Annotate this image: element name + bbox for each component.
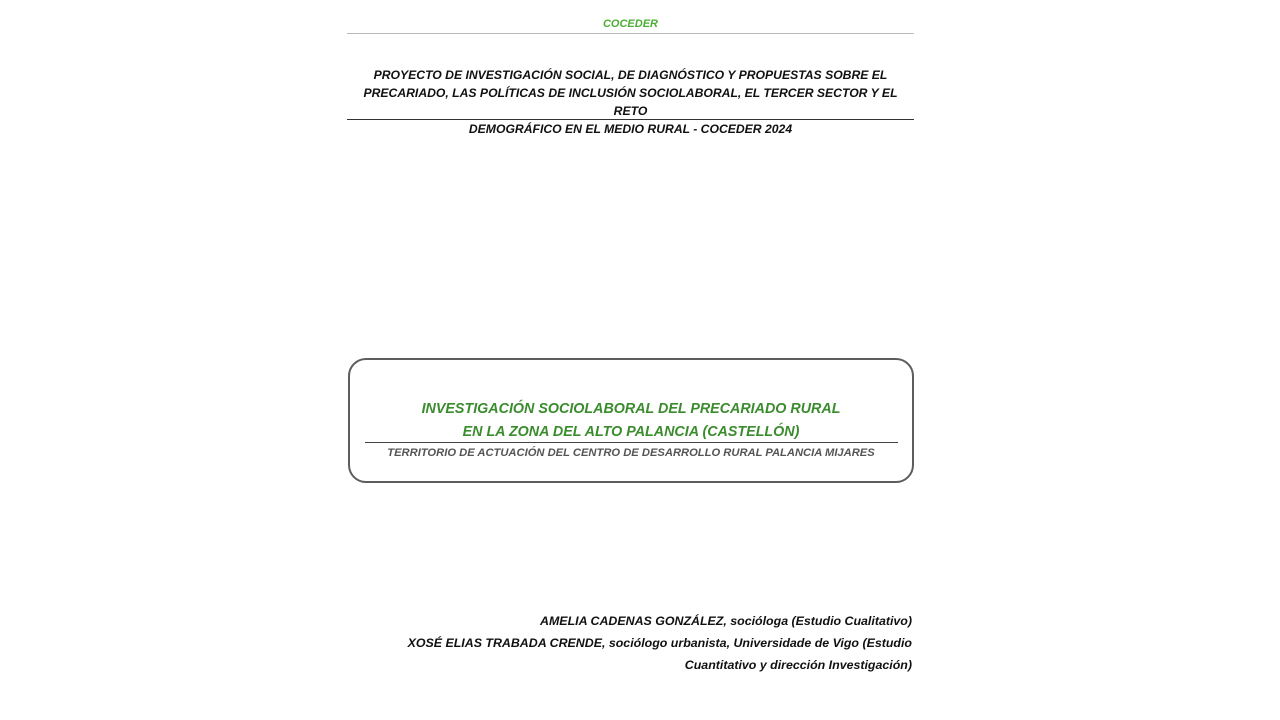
- author-line: XOSÉ ELIAS TRABADA CRENDE, sociólogo urbanista, Universidade de Vigo (Estudio: [407, 636, 912, 650]
- report-title-divider: [365, 442, 898, 443]
- project-title-divider: [347, 119, 914, 120]
- report-title-line: INVESTIGACIÓN SOCIOLABORAL DEL PRECARIADO RURAL: [421, 401, 841, 417]
- report-subtitle: TERRITORIO DE ACTUACIÓN DEL CENTRO DE DESARROLLO RURAL PALANCIA MIJARES: [387, 447, 875, 459]
- report-title-line: EN LA ZONA DEL ALTO PALANCIA (CASTELLÓN): [462, 423, 800, 440]
- project-title-line: PROYECTO DE INVESTIGACIÓN SOCIAL, DE DIAGNÓSTICO Y PROPUESTAS SOBRE EL: [373, 68, 888, 82]
- author-line: AMELIA CADENAS GONZÁLEZ, socióloga (Estudio Cualitativo): [540, 614, 912, 628]
- report-title-box: [348, 358, 914, 483]
- project-title-line: DEMOGRÁFICO EN EL MEDIO RURAL - COCEDER 2024: [468, 122, 793, 136]
- report-title: [350, 398, 912, 443]
- header-divider: [347, 33, 914, 34]
- project-title-line: PRECARIADO, LAS POLÍTICAS DE INCLUSIÓN SOCIOLABORAL, EL TERCER SECTOR Y EL RETO: [363, 86, 898, 118]
- header-organization: COCEDER: [602, 18, 658, 30]
- author-line: Cuantitativo y dirección Investigación): [684, 658, 912, 672]
- authors-block: [347, 610, 912, 676]
- project-title: [347, 66, 914, 138]
